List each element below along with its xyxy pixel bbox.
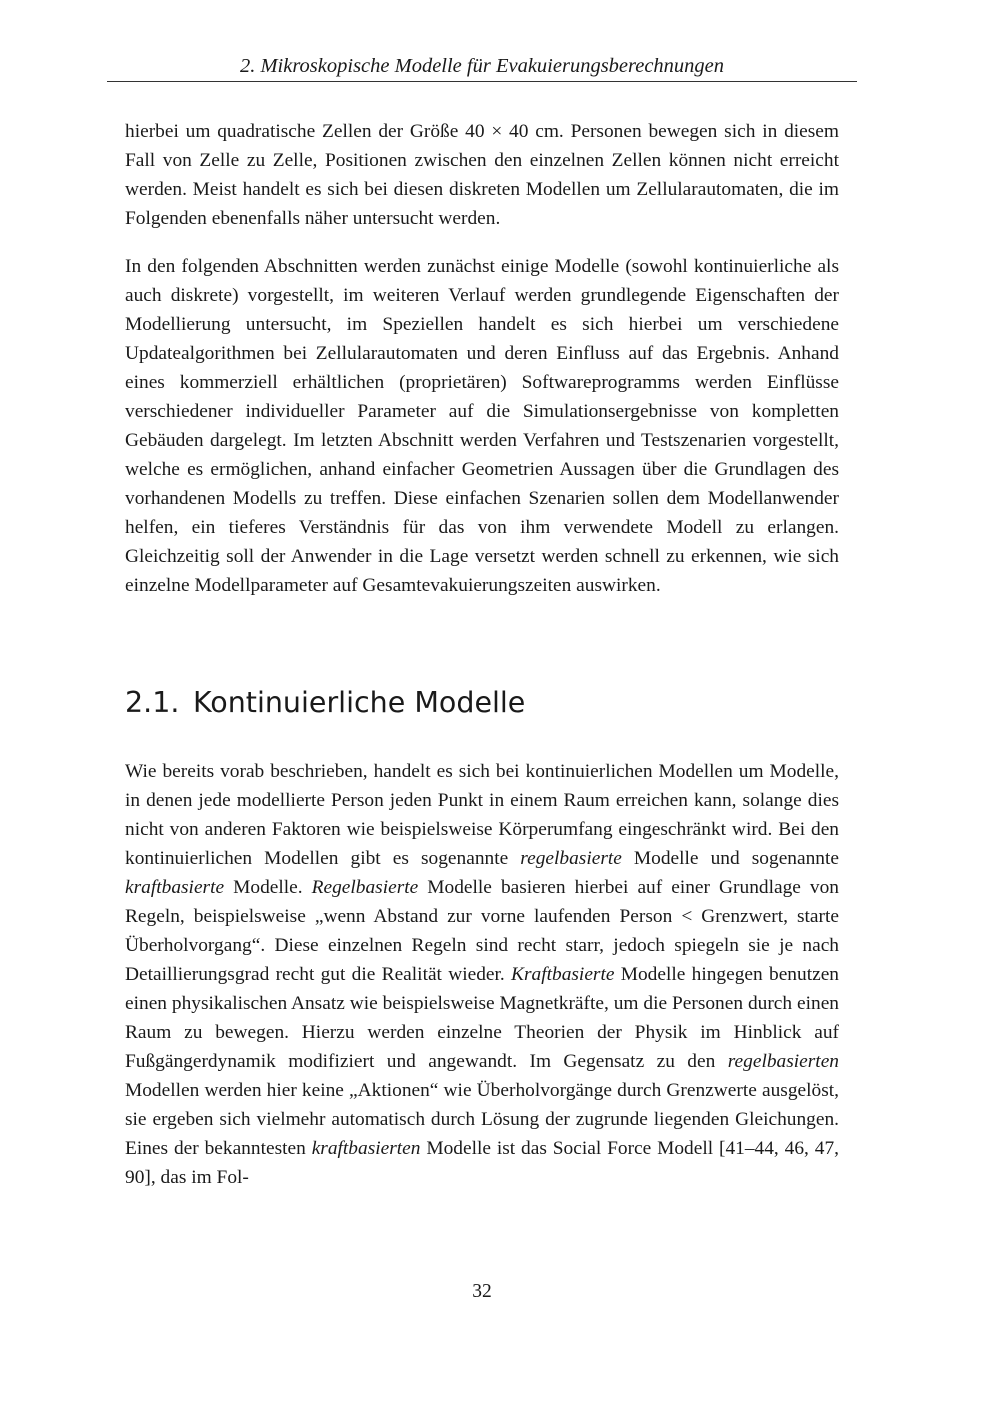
page-number: 32 (472, 1281, 492, 1302)
paragraph-chapter-overview: In den folgenden Abschnitten werden zunächst einige Modelle (sowohl kontinuierliche als auch diskrete) vorgestellt, im weiteren Verlauf werden grundlegende Eigenschaften der Modellierung untersucht, im Speziellen handelt es sich hierbei um verschiedene Updatealgorithmen bei Zellularautomaten und deren Einfluss auf das Ergebnis. Anhand eines kommerziell erhältlichen (proprietären) Softwareprogramms werden Einflüsse verschiedener individueller Parameter auf die Simulationsergebnisse von kompletten Gebäuden dargelegt. Im letzten Abschnitt werden Verfahren und Testszenarien vorgestellt, welche es ermöglichen, anhand einfacher Geometrien Aussagen über die Grundlagen des vorhandenen Modells zu treffen. Diese einfachen Szenarien sollen dem Modellanwender helfen, ein tieferes Verständnis für das von ihm verwendete Modell zu erlangen. Gleichzeitig soll der Anwender in die Lage versetzt werden schnell zu erkennen, wie sich einzelne Modellparameter auf Gesamtevakuierungszeiten auswirken. (125, 256, 839, 596)
emphasis-term: kraftbasierten (311, 1138, 421, 1159)
paragraph-continuous-models (125, 757, 839, 1192)
running-header: 2. Mikroskopische Modelle für Evakuierungsberechnungen (107, 52, 857, 82)
paragraph-intro-continued: hierbei um quadratische Zellen der Größe 40 × 40 cm. Personen bewegen sich in diesem Fall von Zelle zu Zelle, Positionen zwischen den einzelnen Zellen können nicht erreicht werden. Meist handelt es sich bei diesen diskreten Modellen um Zellularautomaten, die im Folgenden ebenenfalls näher untersucht werden. (125, 121, 839, 229)
text-run: Modelle basieren hierbei auf einer Grundlage von Regeln, beispielsweise „wenn Abstand zur vorne laufenden Person < Grenzwert, starte Überholvorgang“. Diese einzelnen Regeln sind recht starr, jedoch spiegeln sie je nach Detaillierungsgrad recht gut die Realität wieder. (125, 877, 839, 985)
section-number: 2.1. (125, 686, 180, 719)
text-run: Modelle hingegen benutzen einen physikalischen Ansatz wie beispielsweise Magnetkräfte, um die Personen durch einen Raum zu bewegen. Hierzu werden einzelne Theorien der Physik im Hinblick auf Fußgängerdynamik modifiziert und angewandt. Im Gegensatz zu den (125, 964, 839, 1072)
section-title: Kontinuierliche Modelle (193, 686, 526, 719)
emphasis-term: kraftbasierte (125, 877, 225, 898)
text-run: Wie bereits vorab beschrieben, handelt es sich bei kontinuierlichen Modellen um Modelle, in denen jede modellierte Person jeden Punkt in einem Raum erreichen kann, solange dies nicht von anderen Faktoren wie beispielsweise Körperumfang eingeschränkt wird. Bei den kontinuierlichen Modellen gibt es sogenannte (125, 761, 839, 869)
emphasis-term: Regelbasierte (311, 877, 419, 898)
text-run: Modelle. (224, 877, 312, 898)
emphasis-term: regelbasierte (520, 848, 622, 869)
emphasis-term: regelbasierten (727, 1051, 839, 1072)
text-run: Modelle und sogenannte (621, 848, 839, 869)
section-heading (125, 683, 525, 723)
text-run: Modellen werden hier keine „Aktionen“ wie Überholvorgänge durch Grenzwerte ausgelöst, sie ergeben sich vielmehr automatisch durch Lösung der zugrunde liegenden Gleichungen. Eines der bekanntesten (125, 1080, 839, 1159)
emphasis-term: Kraftbasierte (511, 964, 615, 985)
text-run: Modelle ist das Social Force Modell [41–44, 46, 47, 90], das im Fol- (125, 1138, 840, 1188)
